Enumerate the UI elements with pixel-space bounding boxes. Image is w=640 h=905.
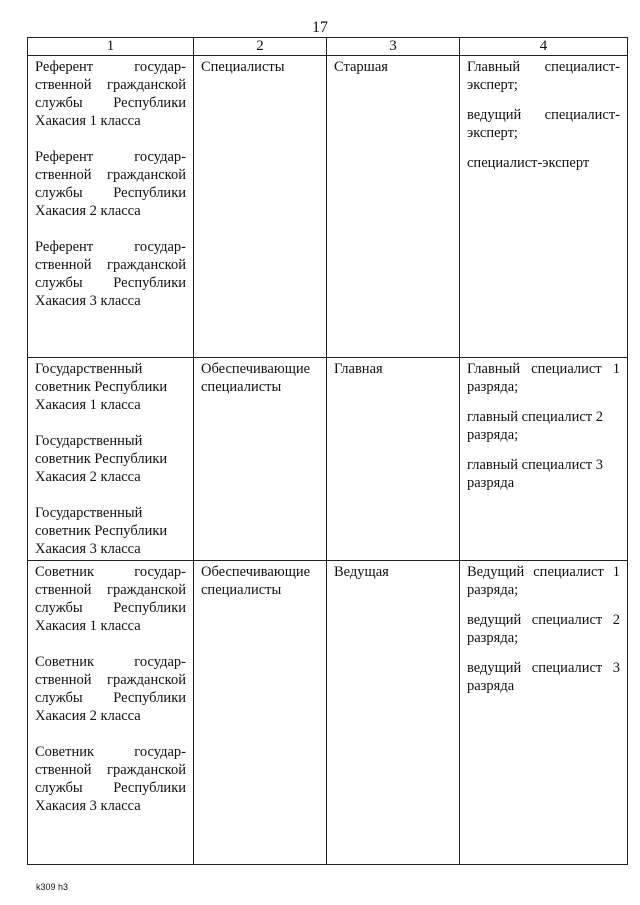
position-title: Советник государственной гражданской службы Республики Хакасия 2 класса	[35, 654, 186, 724]
table-header-row	[28, 38, 628, 56]
position-name: ведущий специалист 3 разряда	[467, 660, 620, 694]
header-col-2: 2	[194, 38, 327, 56]
position-title: Советник государственной гражданской службы Республики Хакасия 1 класса	[35, 564, 186, 634]
positions-cell	[460, 56, 628, 358]
position-name: Главный специалист 1 разряда;	[467, 361, 620, 395]
position-name: ведущий специалист-эксперт;	[467, 107, 620, 141]
category-text: Обеспечивающие специалисты	[201, 361, 311, 395]
group-text: Главная	[334, 361, 383, 377]
group-text: Ведущая	[334, 564, 389, 580]
group-text: Старшая	[334, 59, 388, 75]
position-titles-cell	[28, 561, 194, 865]
group-cell	[327, 358, 460, 561]
positions-cell	[460, 561, 628, 865]
position-titles-cell	[28, 358, 194, 561]
page-number: 17	[312, 19, 328, 36]
footer-code: k309 h3	[36, 882, 69, 892]
group-cell	[327, 561, 460, 865]
position-titles-cell	[28, 56, 194, 358]
position-title: Референт государственной гражданской службы Республики Хакасия 1 класса	[35, 59, 186, 129]
category-cell	[194, 358, 327, 561]
header-col-4: 4	[460, 38, 628, 56]
table-row	[28, 358, 628, 561]
group-cell	[327, 56, 460, 358]
header-col-3: 3	[327, 38, 460, 56]
position-title: Референт государственной гражданской службы Республики Хакасия 2 класса	[35, 149, 186, 219]
position-name: ведущий специалист 2 разряда;	[467, 612, 620, 646]
position-name: главный специалист 2 разряда;	[467, 409, 603, 443]
position-title: Государственный советник Республики Хакасия 2 класса	[35, 433, 168, 485]
table-row	[28, 561, 628, 865]
position-title: Советник государственной гражданской службы Республики Хакасия 3 класса	[35, 744, 186, 814]
position-title: Государственный советник Республики Хакасия 1 класса	[35, 361, 168, 413]
category-cell	[194, 56, 327, 358]
header-col-1: 1	[28, 38, 194, 56]
category-cell	[194, 561, 327, 865]
position-name: Главный специалист-эксперт;	[467, 59, 620, 93]
position-title: Государственный советник Республики Хакасия 3 класса	[35, 505, 168, 557]
positions-table	[27, 37, 628, 865]
category-text: Обеспечивающие специалисты	[201, 564, 311, 598]
position-name: Ведущий специалист 1 разряда;	[467, 564, 620, 598]
position-title: Референт государственной гражданской службы Республики Хакасия 3 класса	[35, 239, 186, 309]
category-text: Специалисты	[201, 59, 285, 75]
position-name: специалист-эксперт	[467, 155, 590, 171]
table-row	[28, 56, 628, 358]
position-name: главный специалист 3 разряда	[467, 457, 603, 491]
positions-cell	[460, 358, 628, 561]
